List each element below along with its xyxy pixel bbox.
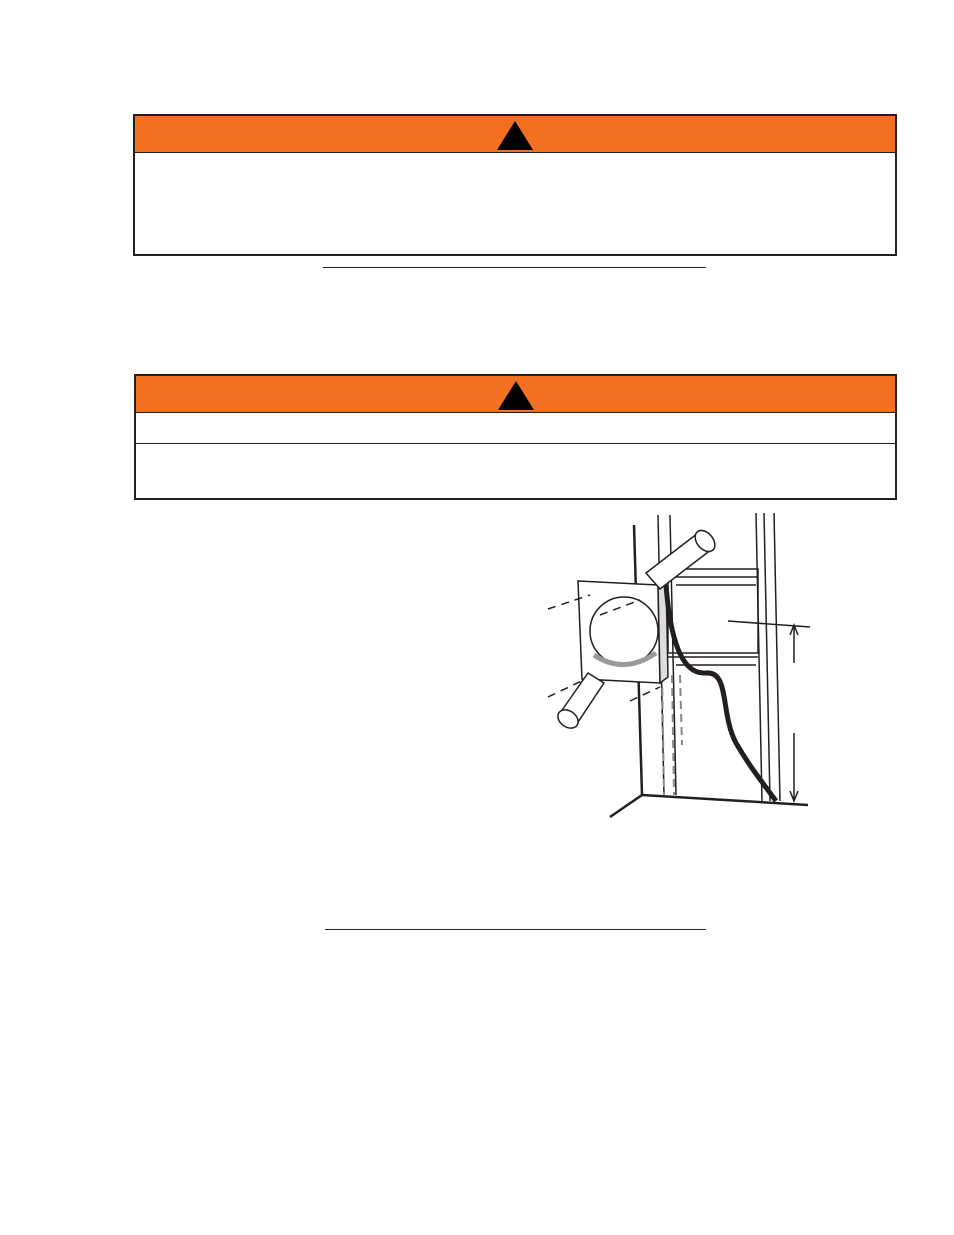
warning-box-1 bbox=[133, 114, 897, 256]
warning-triangle-icon bbox=[497, 380, 535, 410]
vent-wall-installation-illustration bbox=[530, 505, 830, 835]
warning-triangle-icon bbox=[496, 120, 534, 150]
warning-header-1 bbox=[135, 116, 895, 153]
warning-box-2 bbox=[134, 374, 897, 500]
warning-divider bbox=[136, 443, 895, 444]
warning-header-2 bbox=[136, 376, 895, 413]
section-rule-1 bbox=[323, 267, 706, 268]
section-rule-2 bbox=[325, 929, 706, 930]
